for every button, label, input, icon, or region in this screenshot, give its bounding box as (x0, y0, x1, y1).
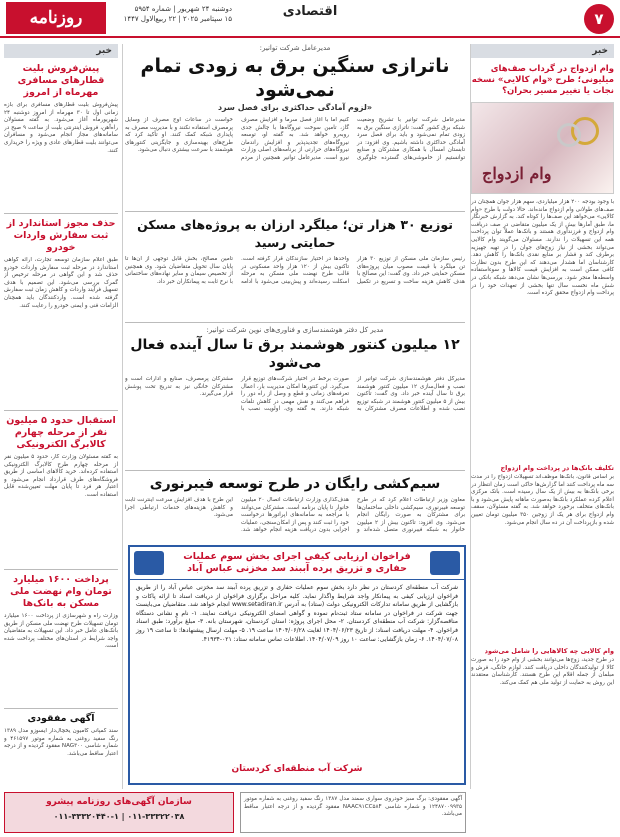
column-divider (122, 44, 123, 789)
section-title: اقتصادی (282, 4, 338, 19)
lost-notice-heading: آگهی مفقودی (27, 713, 95, 724)
voucher-body: به گفته مسئولان وزارت کار، حدود ۵ میلیون نفر از مرحله چهارم طرح کالابرگ الکترونیکی استفاده کرده‌اند. خرید کالاهای اساسی از طریق فروشگاه‌های طرف قرارداد انجام می‌شود و اعتبار هر فرد تا پایان مهلت تعیین‌شده قابل استفاده است. (4, 454, 118, 498)
newspaper-logo: روزنامه (6, 2, 106, 34)
lost-notice-body: سند کمپانی کامیون یخچال‌دار ایسوزو مدل ۱۳۸۹ رنگ سفید روغنی به شماره موتور ۴۶۱۵۹۷ و شماره شاسی NAG۳۰۰ مفقود گردیده و از درجه اعتبار ساقط می‌باشد. (4, 728, 118, 757)
train-ticket-headline: پیش‌فروش بلیت قطارهای مسافری مهرماه از امروز (17, 63, 105, 98)
marriage-rings-photo (471, 102, 614, 194)
lead-kicker: مدیرعامل شرکت توانیر: (259, 44, 331, 52)
car-import-headline: حذف مجوز استاندارد از ثبت سفارش واردات خودرو (6, 218, 116, 253)
ad-service-box (4, 792, 234, 833)
right-column-label: خبر (471, 44, 614, 58)
divider (125, 322, 465, 323)
tender-body: شرکت آب منطقه‌ای کردستان در نظر دارد بخش سوم عملیات حفاری و تزریق پرده آببند سد مخزنی عباس آباد را از طریق فراخوان ارزیابی کیفی به پیمانکار واجد شرایط واگذار نماید. کلیه مراحل برگزاری فراخوان از دریافت اسناد تا ارائه پاکات و بازگشایی از طریق سامانه تدارکات الکترونیکی دولت (ستاد) به آدرس www.setadiran.ir انجام خواهد شد. متقاضیان می‌بایست جهت شرکت در فراخوان در سامانه ستاد ثبت‌نام نموده و گواهی امضای الکترونیکی دریافت نمایند. ۱- نام و نشانی دستگاه مناقصه‌گزار: شرکت آب منطقه‌ای کردستان. ۲- محل اجرای پروژه: استان کردستان، شهرستان بانه. ۳- مبلغ برآورد: طبق اسناد فراخوان. ۴- مهلت دریافت اسناد: از تاریخ ۱۴۰۴/۰۶/۲۳ لغایت ۱۴۰۴/۰۶/۲۸ ساعت ۱۹. ۵- مهلت ارسال پیشنهادها: تا ساعت ۱۹ روز ۱۴۰۴/۰۷/۰۸. ۶- زمان بازگشایی: ساعت ۱۰ روز ۱۴۰۴/۰۷/۰۹. اطلاعات تماس سامانه ستاد: ۰۲۱-۴۱۹۳۴. (136, 584, 458, 643)
train-ticket-body: پیش‌فروش بلیت قطارهای مسافری برای بازه زمانی اول تا ۳۰ مهرماه از امروز دوشنبه ۲۴ شهریورماه آغاز می‌شود. به گفته مسئولان راه‌آهن، فروش اینترنتی بلیت از ساعت ۹ صبح در سامانه‌های مجاز انجام می‌شود و مسافران می‌توانند بلیت قطارهای عادی و ویژه را خریداری کنند. (4, 102, 118, 154)
column-divider (470, 44, 471, 789)
ring-icon (557, 123, 581, 147)
marriage-loan-body-2: بر اساس قانون، بانک‌ها موظف‌اند تسهیلات ازدواج را در مدت سه ماه پرداخت کنند اما گزارش‌ها حاکی است زمان انتظار در برخی بانک‌ها به بیش از یک سال رسیده است. بانک مرکزی اعلام کرده عملکرد بانک‌ها به‌صورت ماهانه پایش می‌شود و با بانک‌های متخلف برخورد خواهد شد. به گفته مسئولان، سقف وام ازدواج برای هر یک از زوجین ۳۵۰ میلیون تومان تعیین شده و بازپرداخت آن در ده سال انجام می‌شود. (471, 474, 614, 526)
photo-caption: وام ازدواج (482, 164, 552, 183)
tender-title: فراخوان ارزیابی کیفی اجرای بخش سوم عملیات حفاری و تزریق پرده آببند سد مخزنی عباس آباد (183, 551, 411, 574)
marriage-loan-body: با وجود بودجه ۲۰۰ هزار میلیاردی، سهم هزار جوان همچنان در صف‌های طولانی وام ازدواج مانده‌اند. حالا دولت با طرح «وام کالایی» می‌خواهد این صف‌ها را کوتاه کند. به گزارش خبرنگار ما، طبق آمارها بیش از یک میلیون متقاضی در صف دریافت وام ازدواج و فرزندآوری هستند و بانک‌ها عملاً توان پرداخت همه این تسهیلات را ندارند. مسئولان می‌گویند وام کالایی می‌تواند بخشی از نیاز زوج‌های جوان را در تهیه جهیزیه برطرف کند و فشار بر منابع نقدی بانک‌ها را کاهش دهد. کارشناسان اما هشدار می‌دهند که این طرح بدون نظارت کافی ممکن است به افزایش قیمت کالاها و سوءاستفاده واسطه‌ها منجر شود. بررسی‌ها نشان می‌دهد شبکه بانکی در شش ماه نخست سال تنها بخشی از تعهدات خود را در پرداخت وام ازدواج محقق کرده است. (471, 199, 614, 297)
housing-loan-body: وزارت راه و شهرسازی از پرداخت ۱۶۰۰ میلیارد تومان تسهیلات طرح نهضت ملی مسکن از طریق بانک‌های عامل خبر داد. این تسهیلات به متقاضیان واجد شرایط در استان‌های مختلف پرداخت شده است. (4, 613, 118, 650)
left-column (4, 44, 118, 789)
lead-body: مدیرعامل شرکت توانیر با تشریح وضعیت شبکه برق کشور گفت: ناترازی سنگین برق به زودی تمام نمی‌شود و باید برای فصل سرد آمادگی حداکثری داشته باشیم. وی افزود: در تابستان امسال با همکاری مشترکان و صنایع توانستیم از خاموشی‌های گسترده جلوگیری کنیم اما با آغاز فصل سرما و افزایش مصرف گاز، تامین سوخت نیروگاه‌ها با چالش جدی روبه‌رو خواهد شد. به گفته او، توسعه نیروگاه‌های تجدیدپذیر و افزایش راندمان نیروگاه‌های حرارتی از برنامه‌های اصلی وزارت نیرو است. مدیرعامل توانیر همچنین از مردم خواست در ساعات اوج مصرف از وسایل پرمصرف استفاده نکنند و با مدیریت مصرف به پایداری شبکه کمک کنند. او تأکید کرد که طرح‌های بهینه‌سازی و جایگزینی کنتورهای هوشمند با سرعت بیشتری دنبال می‌شود. (125, 117, 465, 161)
tender-advertisement (128, 545, 466, 785)
meter-kicker: مدیر کل دفتر هوشمندسازی و فناوری‌های نوین شرکت توانیر: (206, 326, 384, 334)
issue-info: دوشنبه ۲۴ شهریور | شماره ۵۹۵۴ ۱۵ سپتامبر ۲۰۲۵ | ۲۲ ربیع‌الاول ۱۴۴۷ (123, 5, 232, 23)
divider (125, 470, 465, 471)
subhead: وام کالایی چه کالاهایی را شامل می‌شود (484, 647, 614, 655)
subhead: تکلیف بانک‌ها در پرداخت وام ازدواج (500, 464, 614, 472)
car-import-body: طبق اعلام سازمان توسعه تجارت، ارائه گواهی استاندارد در مرحله ثبت سفارش واردات خودرو حذف شد و این گواهی در مرحله ترخیص از گمرک بررسی می‌شود. این تصمیم با هدف تسهیل فرآیند واردات و کاهش زمان ثبت سفارش گرفته شده است. واردکنندگان باید همچنان الزامات فنی و ایمنی خودرو را رعایت کنند. (4, 257, 118, 309)
water-company-logo (430, 551, 460, 575)
ad-service-phone: ۰۱۱-۳۳۳۲۰۴۴۰-۱ | ۰۱۱-۳۳۳۲۲۰۳۸ (53, 812, 185, 821)
tender-issuer: شرکت آب منطقه‌ای کردستان (231, 764, 363, 774)
rebar-headline: توزیع ۳۰ هزار تن؛ میلگرد ارزان به پروژه‌های مسکن حمایتی رسید (137, 217, 453, 250)
main-column (125, 44, 465, 539)
housing-loan-headline: پرداخت ۱۶۰۰ میلیارد تومان وام نهضت ملی مسکن به بانک‌ها (10, 574, 112, 609)
divider (125, 211, 465, 212)
marriage-loan-body-3: در طرح جدید، زوج‌ها می‌توانند بخشی از وام خود را به صورت کالا از تولیدکنندگان داخلی دریافت کنند. لوازم خانگی، فرش و مبلمان از جمله اقلام این طرح هستند. کارشناسان معتقدند این روش به حمایت از تولید ملی هم کمک می‌کند. (471, 657, 614, 686)
fiber-body: معاون وزیر ارتباطات اعلام کرد که در طرح توسعه فیبرنوری، سیم‌کشی داخلی ساختمان‌ها برای مشترکان به صورت رایگان انجام می‌شود. وی افزود: تاکنون بیش از ۲ میلیون خانوار به شبکه فیبرنوری متصل شده‌اند و هدف‌گذاری وزارت ارتباطات اتصال ۲۰ میلیون خانوار تا پایان برنامه است. مشترکان می‌توانند با مراجعه به سامانه‌های اپراتورها درخواست خود را ثبت کنند و پس از امکان‌سنجی، عملیات اجرایی بدون دریافت هزینه انجام خواهد شد. این طرح با هدف افزایش سرعت اینترنت ثابت و کاهش هزینه‌های خدمات ارتباطی اجرا می‌شود. (125, 497, 465, 534)
masthead (0, 0, 620, 38)
marriage-loan-headline: وام ازدواج در گرداب صف‌های میلیونی؛ طرح «وام کالایی» نسخه نجات یا تغییر مسیر بحران؟ (471, 64, 614, 96)
lead-subheadline: «لزوم آمادگی حداکثری برای فصل سرد (217, 103, 373, 112)
ad-service-title: سازمان آگهی‌های روزنامه پیشرو (46, 797, 192, 807)
left-column-label: خبر (4, 44, 118, 58)
page-number: ۷ (584, 4, 614, 34)
meter-body: مدیرکل دفتر هوشمندسازی شرکت توانیر از نصب و فعال‌سازی ۱۲ میلیون کنتور هوشمند برق تا سال آینده خبر داد. وی گفت: تاکنون بیش از ۵ میلیون کنتور هوشمند در شبکه توزیع نصب شده و اطلاعات مصرف مشترکان به صورت برخط در اختیار شرکت‌های توزیع قرار می‌گیرد. این کنتورها امکان مدیریت بار، اعمال تعرفه‌های زمانی و قطع و وصل از راه دور را فراهم می‌کنند و نقش مهمی در کاهش تلفات شبکه دارند. به گفته وی، اولویت نصب با مشترکان پرمصرف، صنایع و ادارات است و مشترکان خانگی نیز به تدریج تحت پوشش قرار می‌گیرند. (125, 376, 465, 413)
lost-document-ad: آگهی مفقودی: برگ سبز خودروی سواری سمند مدل ۱۳۸۷ رنگ سفید روغنی به شماره موتور ۱۲۴۸۷۰۰۹۹۳۵ و شماره شاسی NAAC۹۱CC۵۸F مفقود گردیده و از درجه اعتبار ساقط می‌باشد. (240, 792, 466, 833)
rebar-body: رئیس سازمان ملی مسکن از توزیع ۳۰ هزار تن میلگرد با قیمت مصوب میان پروژه‌های مسکن حمایتی خبر داد. وی گفت: این مصالح با هدف کاهش هزینه ساخت و تسریع در تکمیل واحدها در اختیار سازندگان قرار گرفته است. تاکنون بیش از ۱۲۰ هزار واحد مسکونی در قالب طرح نهضت ملی مسکن به مرحله اسکلت رسیده‌اند و پیش‌بینی می‌شود با ادامه تأمین مصالح، بخش قابل توجهی از آن‌ها تا پایان سال تحویل متقاضیان شود. وی همچنین از تخصیص سیمان و سایر نهاده‌های ساختمانی با نرخ ثابت به پیمانکاران خبر داد. (125, 256, 465, 285)
lead-headline: ناترازی سنگین برق به زودی تمام نمی‌شود (140, 55, 450, 101)
right-column (471, 44, 614, 784)
iran-emblem-logo (134, 551, 164, 575)
meter-headline: ۱۲ میلیون کنتور هوشمند برق تا سال آینده فعال می‌شود (130, 337, 460, 371)
fiber-headline: سیم‌کشی رایگان در طرح توسعه فیبرنوری (149, 476, 441, 492)
voucher-headline: استقبال حدود ۵ میلیون نفر از مرحله چهارم کالابرگ الکترونیکی (6, 415, 116, 450)
